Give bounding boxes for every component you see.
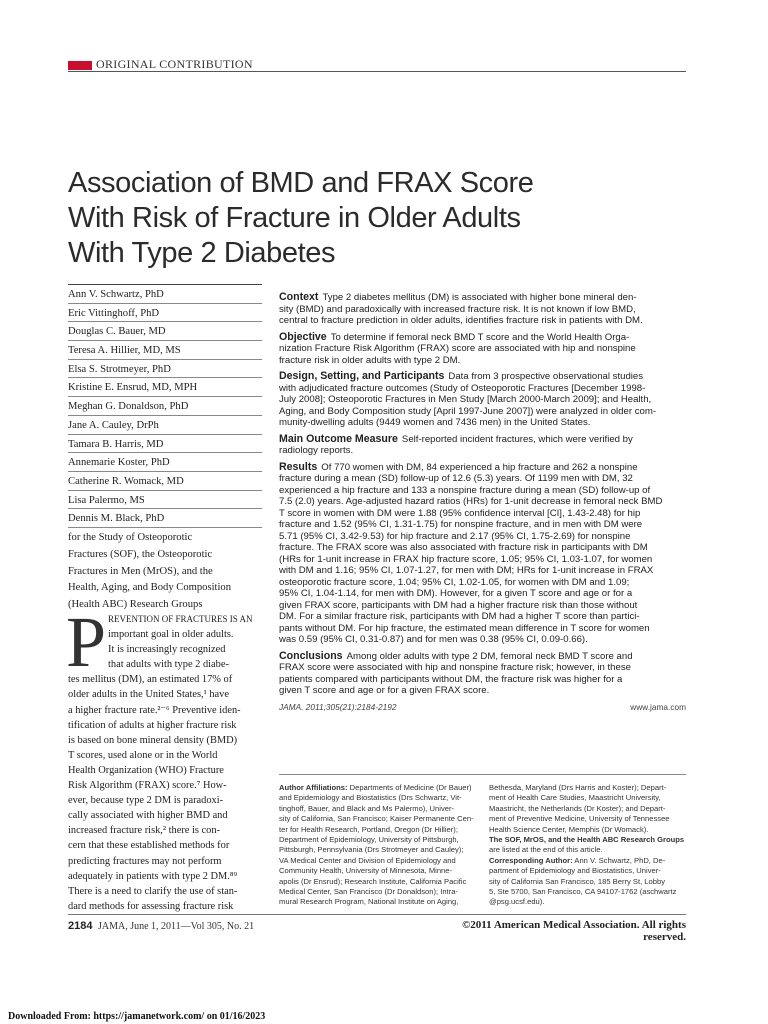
affiliation-line: Medical Center, San Francisco (Dr Donaldson); Intra-	[279, 886, 458, 896]
abstract-line: FRAX score were associated with hip and nonspine fracture risk; however, in these	[279, 662, 631, 673]
abstract-rule	[279, 774, 686, 775]
title-line: With Risk of Fracture in Older Adults	[68, 202, 521, 234]
author-name: Meghan G. Donaldson, PhD	[68, 397, 262, 416]
author-name: Ann V. Schwartz, PhD	[68, 284, 262, 304]
body-line: tes mellitus (DM), an estimated 17% of	[68, 674, 233, 686]
abstract-line: Self-reported incident fractures, which were verified by	[401, 433, 633, 445]
body-line: increased fracture risk,² there is con-	[68, 825, 220, 837]
group-line: Fractures in Men (MrOS), and the	[68, 565, 213, 577]
abstract-results	[279, 462, 686, 646]
abstract-line: fracture risk in older adults with type 2 DM.	[279, 354, 461, 366]
section-heading: Results	[279, 460, 318, 473]
abstract-line: nization Fracture Risk Algorithm (FRAX) score are associated with hip and nonspine	[279, 343, 636, 354]
affiliation-line: apolis (Dr Ensrud); Research Institute, California Pacific	[279, 876, 467, 886]
author-name: Douglas C. Bauer, MD	[68, 322, 262, 341]
body-line: older adults in the United States,¹ have	[68, 689, 229, 701]
group-line: Fractures (SOF), the Osteoporotic	[68, 548, 213, 560]
affiliation-line: Department of Epidemiology, University of Pittsburgh,	[279, 834, 459, 844]
drop-cap: P	[66, 602, 107, 682]
affiliation-line: Community Health, University of Minnesota, Minne-	[279, 866, 453, 876]
affiliation-line: VA Medical Center and Division of Epidemiology and	[279, 855, 456, 865]
section-heading: Main Outcome Measure	[279, 432, 398, 445]
abstract-line: To determine if femoral neck BMD T score and the World Health Orga-	[330, 331, 630, 343]
affiliation-line: Departments of Medicine (Dr Bauer)	[349, 783, 472, 792]
affiliation-line: ter for Health Research, Portland, Oregon (Dr Hillier);	[279, 824, 458, 834]
abstract-line: fracture. The FRAX score was also associated with fracture risk in participants with DM	[279, 542, 648, 553]
abstract-line: Of 770 women with DM, 84 experienced a hip fracture and 262 a nonspine	[321, 461, 638, 473]
abstract-line: 7.5 (2.0) years. Age-adjusted hazard ratios (HRs) for 1-unit decrease in femoral neck BMD	[279, 496, 663, 507]
header-rule-left	[68, 71, 96, 72]
author-name: Catherine R. Womack, MD	[68, 472, 262, 491]
affiliation-line: and Epidemiology and Biostatistics (Drs Schwartz, Vit-	[279, 793, 462, 803]
journal-issue: JAMA, June 1, 2011—Vol 305, No. 21	[98, 921, 255, 932]
affiliation-line: sity of California, San Francisco; Kaiser Permanente Cen-	[279, 814, 474, 824]
body-line: tification of adults at higher fracture risk	[68, 719, 237, 731]
abstract-line: with adjudicated fracture outcomes (Study of Osteoporotic Fractures [December 1998-	[279, 382, 646, 394]
abstract-line: munity-dwelling adults (9449 women and 7436 men) in the United States.	[279, 417, 591, 428]
corresponding-line: 5, Ste 5700, San Francisco, CA 94107-1762 (aschwartz	[489, 886, 677, 896]
abstract-line: given FRAX score, participants with DM had a higher fracture risk than those without	[279, 599, 638, 611]
author-name: Elsa S. Strotmeyer, PhD	[68, 360, 262, 379]
corresponding-line: sity of California San Francisco, 185 Berry St, Lobby	[489, 876, 666, 886]
affiliation-line: tinghoff, Bauer, and Black and Ms Palermo), Univer-	[279, 803, 455, 813]
group-line: for the Study of Osteoporotic	[68, 531, 193, 543]
body-line: dard methods for assessing fracture risk	[68, 900, 234, 912]
corresponding-line: @psg.ucsf.edu).	[489, 897, 545, 907]
abstract-line: (HRs for 1-unit increase in FRAX hip fracture score, 1.05; 95% CI, 1.03-1.07, for women	[279, 553, 653, 565]
body-line: REVENTION OF FRACTURES IS AN	[108, 614, 253, 624]
body-line: that adults with type 2 diabe-	[108, 659, 229, 671]
section-heading: Design, Setting, and Participants	[279, 370, 445, 382]
abstract-line: patients compared with participants without DM, the fracture risk was higher for a	[279, 673, 623, 685]
author-name: Annemarie Koster, PhD	[68, 453, 262, 472]
page-number: 2184	[68, 920, 93, 932]
section-heading: Objective	[279, 330, 327, 343]
journal-url-link[interactable]: www.jama.com	[630, 701, 686, 712]
affiliation-line: Maastricht, the Netherlands (Dr Koster); and Depart-	[489, 803, 666, 813]
abstract	[279, 292, 686, 714]
abstract-line: Data from 3 prospective observational studies	[448, 371, 644, 382]
abstract-line: Among older adults with type 2 DM, femoral neck BMD T score and	[346, 650, 633, 662]
affiliation-line: mural Research Program, National Institute on Aging,	[279, 897, 459, 907]
body-line: There is a need to clarify the use of stan-	[68, 885, 238, 897]
corresponding-line: Ann V. Schwartz, PhD, De-	[574, 855, 666, 865]
author-name: Dennis M. Black, PhD	[68, 509, 262, 528]
title-line: With Type 2 Diabetes	[68, 237, 336, 269]
abstract-design	[279, 371, 686, 429]
body-line: a higher fracture rate.²⁻⁶ Preventive iden-	[68, 704, 241, 716]
citation: JAMA. 2011;305(21):2184-2192	[279, 701, 397, 712]
body-line: cally associated with higher BMD and	[68, 810, 228, 822]
affiliations-heading: Author Affiliations:	[279, 783, 348, 792]
abstract-line: was 0.59 (95% CI, 0.31-0.87) and for men was 0.38 (95% CI, 0.09-0.66).	[279, 634, 588, 645]
abstract-line: fracture and 1.52 (95% CI, 1.31-1.75) for nonspine fracture, and in men with DM were	[279, 519, 643, 530]
author-name: Tamara B. Harris, MD	[68, 435, 262, 454]
body-line: It is increasingly recognized	[108, 644, 226, 656]
body-text	[68, 612, 270, 914]
article-title	[68, 166, 628, 271]
affiliation-line: Health Science Center, Memphis (Dr Womack).	[489, 824, 649, 834]
section-label: ORIGINAL CONTRIBUTION	[96, 57, 253, 71]
affiliation-line: ment of Health Care Studies, Maastricht University,	[489, 793, 661, 803]
group-note-line: are listed at the end of this article.	[489, 845, 603, 855]
group-line: (Health ABC) Research Groups	[68, 599, 203, 611]
abstract-line: Type 2 diabetes mellitus (DM) is associated with higher bone mineral den-	[322, 292, 637, 303]
group-note-heading: The SOF, MrOS, and the Health ABC Research Groups	[489, 834, 685, 844]
copyright: ©2011 American Medical Association. All rights reserved.	[462, 919, 686, 943]
author-affiliations	[279, 783, 479, 908]
affiliation-line: Pittsburgh, Pennsylvania (Drs Strotmeyer and Cauley);	[279, 845, 464, 855]
abstract-context	[279, 292, 686, 327]
body-line: Risk Algorithm (FRAX) score.⁷ How-	[68, 780, 227, 792]
body-line: ever, because type 2 DM is paradoxi-	[68, 795, 224, 807]
body-line: predicting fractures may not perform	[68, 855, 222, 867]
body-line: T scores, used alone or in the World	[68, 749, 218, 761]
header-rule	[96, 71, 686, 72]
affiliation-line: ment of Preventive Medicine, University of Tennessee	[489, 814, 670, 824]
author-list	[68, 284, 262, 614]
abstract-line: 95% CI, 1.04-1.14, for men with DM). However, for a given T score and age or for a	[279, 588, 633, 599]
abstract-line: with DM and 1.16; 95% CI, 1.07-1.27, for men with DM; HRs for 1-unit increase in FRAX	[279, 565, 654, 576]
author-name: Kristine E. Ensrud, MD, MPH	[68, 378, 262, 397]
section-heading: Conclusions	[279, 649, 343, 662]
affiliation-line: Bethesda, Maryland (Drs Harris and Koster); Depart-	[489, 783, 667, 792]
corresponding-line: partment of Epidemiology and Biostatistics, Univer-	[489, 866, 661, 876]
abstract-line: DM. For a similar fracture risk, participants with DM had a higher T score than partici-	[279, 611, 640, 622]
abstract-line: experienced a hip fracture and 133 a nonspine fracture during a mean (SD) follow-up of	[279, 484, 651, 496]
title-line: Association of BMD and FRAX Score	[68, 167, 534, 199]
body-line: important goal in older adults.	[108, 629, 234, 641]
abstract-conclusions	[279, 651, 686, 697]
body-line: adequately in patients with type 2 DM.⁸⁹	[68, 870, 238, 882]
section-heading: Context	[279, 291, 319, 303]
footer-rule	[68, 914, 686, 915]
body-line: Health Organization (WHO) Fracture	[68, 764, 224, 776]
abstract-line: 5.71 (95% CI, 3.42-9.53) for hip fracture and 2.17 (95% CI, 1.75-2.69) for nonspine	[279, 530, 631, 542]
abstract-line: July 2008]; Osteoporotic Fractures in Men Study [March 2000-March 2009]; and Health,	[279, 394, 652, 405]
author-affiliations-continued	[489, 783, 686, 908]
abstract-objective	[279, 332, 686, 367]
abstract-line: radiology reports.	[279, 445, 354, 456]
abstract-line: central to fracture prediction in older adults, identifies fracture risk in patients with DM.	[279, 315, 643, 326]
abstract-line: pants without DM. For hip fracture, the estimated mean difference in T score for women	[279, 622, 650, 634]
group-line: Health, Aging, and Body Composition	[68, 582, 232, 594]
abstract-line: given T score and age or for a given FRAX score.	[279, 685, 490, 696]
abstract-outcome	[279, 434, 686, 457]
abstract-line: osteoporotic fracture score, 1.04; 95% CI, 1.02-1.05, for women with DM and 1.09;	[279, 576, 630, 588]
body-line: cern that these established methods for	[68, 840, 230, 852]
corresponding-heading: Corresponding Author:	[489, 855, 573, 865]
author-name: Teresa A. Hillier, MD, MS	[68, 341, 262, 360]
abstract-line: Aging, and Body Composition study [April 1997-June 2007]) were analyzed in older com-	[279, 405, 657, 417]
body-line: is based on bone mineral density (BMD)	[68, 734, 238, 746]
author-name: Jane A. Cauley, DrPh	[68, 416, 262, 435]
abstract-line: T score in women with DM were 1.88 (95% confidence interval [CI], 1.43-2.48) for hip	[279, 507, 641, 519]
citation-row	[279, 702, 686, 714]
author-name: Eric Vittinghoff, PhD	[68, 304, 262, 323]
abstract-line: sity (BMD) and paradoxically with increased fracture risk. It is not known if low BMD,	[279, 303, 636, 315]
abstract-line: fracture during a mean (SD) follow-up of 12.6 (5.3) years. Of 1199 men with DM, 32	[279, 473, 633, 484]
section-color-bar	[68, 61, 92, 70]
author-name: Lisa Palermo, MS	[68, 491, 262, 510]
download-notice: Downloaded From: https://jamanetwork.com/ on 01/16/2023	[8, 1011, 266, 1022]
